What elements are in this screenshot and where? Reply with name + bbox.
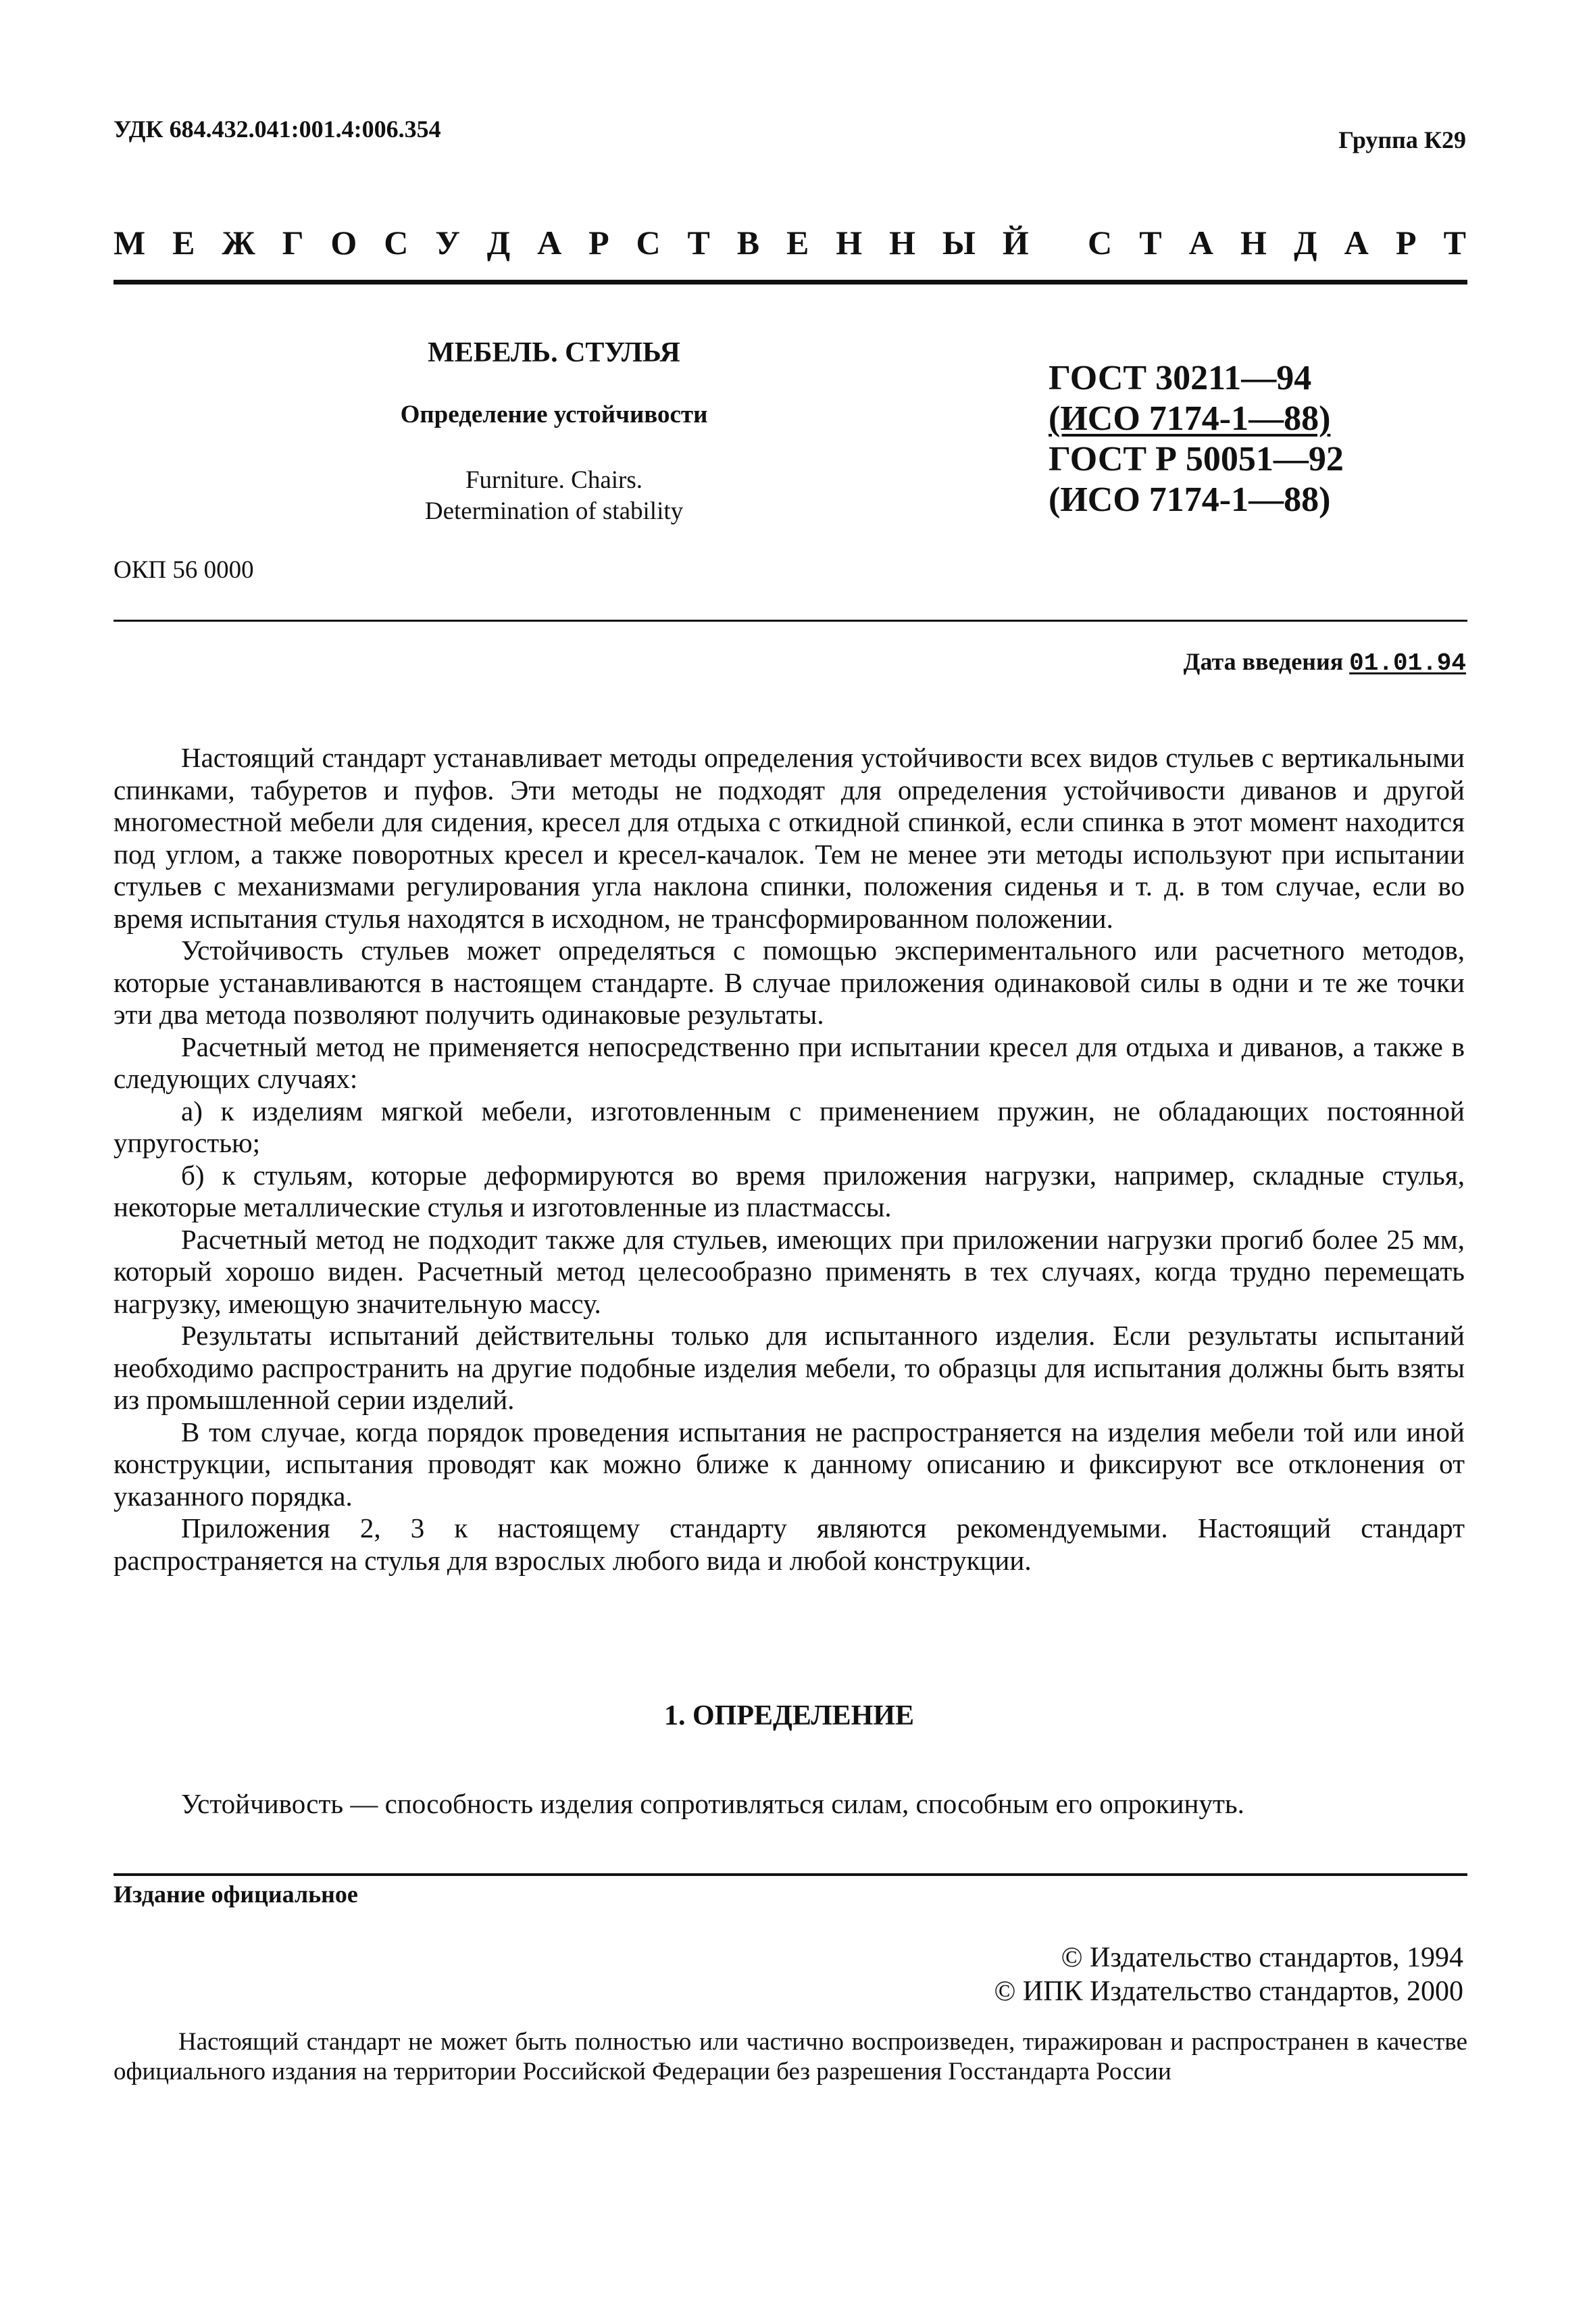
date-value: 01.01.94 — [1349, 649, 1466, 677]
banner-letter: Г — [282, 224, 304, 262]
group-code: Группа К29 — [1338, 126, 1466, 153]
paragraph: Устойчивость стульев может определяться с помощью экспериментального или расчетного методов, которые устанавливаются в настоящем стандарте. В случае приложения одинаковой силы в одни и те же точки эти два метода позволяют получить одинаковые результаты. — [114, 935, 1465, 1030]
paragraph: Приложения 2, 3 к настоящему стандарту являются рекомендуемыми. Настоящий стандарт распространяется на стулья для взрослых любого вида и любой конструкции. — [114, 1512, 1465, 1576]
document-title: МЕБЕЛЬ. СТУЛЬЯ — [428, 337, 680, 368]
banner-word-interstate — [114, 223, 1029, 262]
banner-letter: Т — [1443, 224, 1466, 262]
banner-letter: А — [1344, 224, 1369, 262]
banner-letter: Д — [1294, 224, 1317, 262]
banner-letter: Е — [786, 224, 809, 262]
paragraph: Расчетный метод не подходит также для стульев, имеющих при приложении нагрузки прогиб более 25 мм, который хорошо виден. Расчетный метод целесообразно применять в тех случаях, когда трудно перемещать нагрузку, имеющую значительную массу. — [114, 1223, 1465, 1319]
banner-letter: С — [636, 224, 661, 262]
section-definition: Устойчивость — способность изделия сопротивляться силам, способным его опрокинуть. — [181, 1788, 1244, 1819]
designation-gost-r-50051: ГОСТ Р 50051—92 — [1049, 440, 1344, 478]
copyright-line1: © Издательство стандартов, 1994 — [1061, 1942, 1463, 1973]
section-heading: 1. ОПРЕДЕЛЕНИЕ — [663, 1700, 915, 1731]
banner-letter: О — [330, 224, 357, 262]
date-label: Дата введения — [1183, 648, 1344, 675]
reproduction-notice — [114, 2027, 1467, 2087]
introduction-date — [1184, 647, 1466, 677]
banner-letter: С — [384, 224, 409, 262]
banner-letter: А — [537, 224, 562, 262]
standard-banner — [114, 223, 1466, 262]
banner-letter: Р — [1395, 224, 1417, 262]
header-rule — [114, 280, 1467, 285]
paragraph: а) к изделиям мягкой мебели, изготовленным с применением пружин, не обладающих постоянной упругостью; — [114, 1095, 1465, 1158]
banner-letter: В — [736, 224, 760, 262]
paragraph: б) к стульям, которые деформируются во время приложения нагрузки, например, складные стулья, некоторые металлические стулья и изготовленные из пластмассы. — [114, 1159, 1465, 1222]
udk-code: УДК 684.432.041:001.4:006.354 — [114, 116, 441, 143]
english-title — [378, 465, 730, 527]
banner-letter: Н — [836, 224, 863, 262]
document-subtitle: Определение устойчивости — [400, 401, 708, 428]
banner-letter: А — [1188, 224, 1213, 262]
english-title-line2: Determination of stability — [424, 497, 684, 525]
title-rule — [114, 620, 1467, 622]
banner-letter: Т — [1139, 224, 1162, 262]
banner-letter: У — [435, 224, 460, 262]
copyright-block — [994, 1941, 1463, 2008]
body-text — [114, 742, 1465, 1577]
banner-letter: Н — [1240, 224, 1267, 262]
english-title-line1: Furniture. Chairs. — [465, 466, 643, 494]
notice-text: Настоящий стандарт не может быть полностью или частично воспроизведен, тиражирован и распространен в качестве официального издания на территории Российской Федерации без разрешения Госстандарта России — [114, 2028, 1467, 2085]
designation-gost-30211: ГОСТ 30211—94 — [1049, 359, 1312, 397]
okp-code: ОКП 56 0000 — [114, 556, 254, 584]
banner-letter: Ы — [942, 224, 976, 262]
banner-letter: Д — [486, 224, 511, 262]
banner-letter: Ж — [222, 224, 255, 262]
banner-letter: Й — [1002, 224, 1029, 262]
designation-iso-2: (ИСО 7174-1—88) — [1049, 480, 1331, 519]
paragraph: В том случае, когда порядок проведения испытания не распространяется на изделия мебели той или иной конструкции, испытания проводят как можно ближе к данному описанию и фиксируют все отклонения от указанного порядка. — [114, 1416, 1465, 1512]
banner-letter: Е — [172, 224, 195, 262]
paragraph: Настоящий стандарт устанавливает методы определения устойчивости всех видов стульев с вертикальными спинками, табуретов и пуфов. Эти методы не подходят для определения устойчивости диванов и другой многоместной мебели для сидения, кресел для отдыха с откидной спинкой, если спинка в этот момент находится под углом, а также поворотных кресел и кресел-качалок. Тем не менее эти методы используют при испытании стульев с механизмами регулирования угла наклона спинки, положения сиденья и т. д. в том случае, если во время испытания стулья находятся в исходном, не трансформированном положении. — [114, 742, 1465, 934]
banner-letter: Н — [889, 224, 915, 262]
banner-word-standard — [1088, 223, 1466, 262]
paragraph: Расчетный метод не применяется непосредственно при испытании кресел для отдыха и диванов, а также в следующих случаях: — [114, 1031, 1465, 1094]
banner-letter: С — [1088, 224, 1113, 262]
banner-letter: М — [114, 224, 146, 262]
banner-letter: Р — [588, 224, 609, 262]
official-edition-label: Издание официальное — [114, 1881, 358, 1908]
standard-designations — [1049, 358, 1344, 520]
designation-iso-1: (ИСО 7174-1—88) — [1049, 399, 1331, 438]
paragraph: Результаты испытаний действительны только для испытанного изделия. Если результаты испытаний необходимо распространить на другие подобные изделия мебели, то образцы для испытания должны быть взяты из промышленной серии изделий. — [114, 1320, 1465, 1415]
copyright-line2: © ИПК Издательство стандартов, 2000 — [994, 1976, 1463, 2007]
footer-rule — [114, 1873, 1467, 1876]
banner-letter: Т — [687, 224, 710, 262]
